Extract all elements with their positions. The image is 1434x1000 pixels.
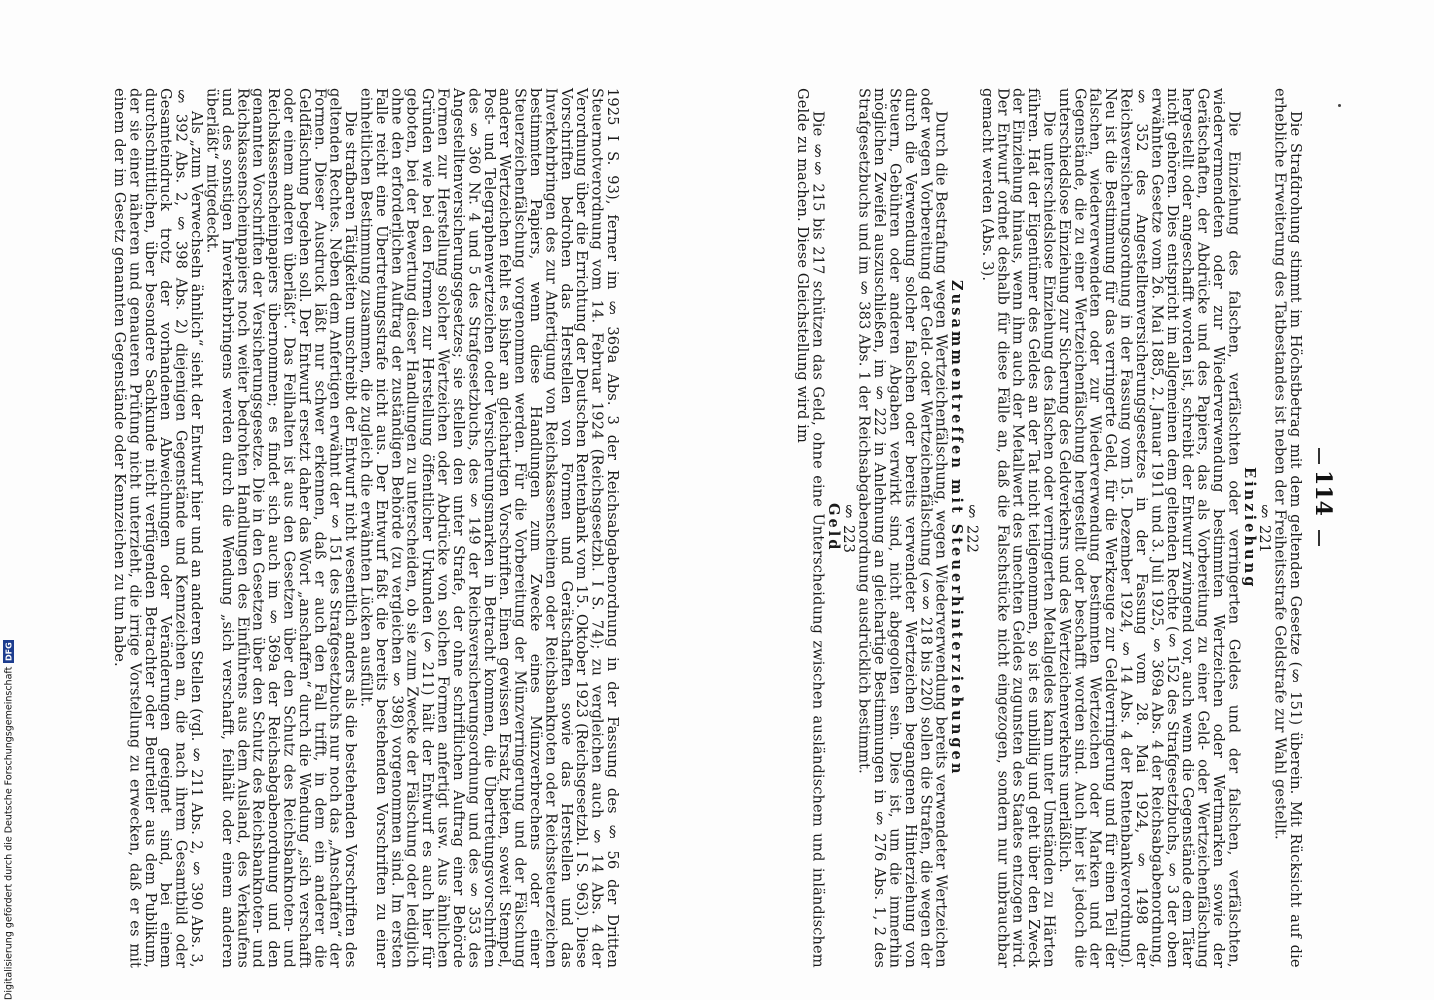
digitization-footer [2, 600, 16, 1000]
paragraph: Die §§ 215 bis 217 schützen das Geld, ohne eine Unterscheidung zwischen ausländischem und inländischem Gelde zu machen. Diese Gleichstellung wird im [794, 88, 827, 968]
section-number: § 221 [1256, 503, 1274, 553]
left-text-column [111, 88, 621, 968]
page-number-dash-bottom [1318, 530, 1320, 546]
section-heading: Geld [824, 503, 842, 553]
paragraph: Die Strafdrohung stimmt im Höchstbetrag mit dem geltenden Gesetze (§ 151) überein. Mit Rücksicht auf die erhebliche Erweiterung des Tatbestandes ist neben der Freiheitsstrafe Geldstrafe zur Wahl gestellt. [1271, 88, 1304, 968]
dfg-logo-icon: DFG [4, 642, 14, 661]
right-text-column [633, 88, 1303, 968]
section-heading: Zusammentreffen mit Steuerhinterziehungen [948, 279, 966, 777]
section-number: § 222 [963, 503, 981, 553]
section-number: § 223 [840, 503, 858, 553]
paragraph: Als „zum Verwechseln ähnlich“ sieht der Entwurf hier und an anderen Stellen (vgl. § 211 Abs. 2, § 390 Abs. 3, § 392 Abs. 2, § 398 Abs. 2) diejenigen Gegenstände und Kennzeichen an, die nach ihrem Gesamtbild oder Gesamteindruck trotz der vorhandenen Abweichungen oder Veränderungen geeignet sind, bei einem durchschnittlichen, über besondere Sachkunde nicht verfügenden Betrachter oder Beurteiler aus dem Publikum, der sie einer näheren und genaueren Prüfung nicht unterzieht, die irrige Vorstellung zu erwecken, daß er es mit einem der im Gesetz genannten Gegenstände oder Kennzeichen zu tun habe. [111, 88, 206, 968]
scan-speck [1338, 104, 1341, 107]
paragraph: Durch die Bestrafung wegen Wertzeichenfälschung, wegen Wiederverwendung bereits verwendeter Wertzeichen oder wegen Vorbereitung der Geld- oder Wertzeichenfälschung (§§ 218 bis 220) sollen die Strafen, die wegen der durch die Verwendung solcher falschen oder bereits verwendeter Wertzeichen begangenen Hinterziehung von Steuern, Gebühren oder anderen Abgaben verwirkt sind, nicht abgegolten sein. Dies ist, um die immerhin möglichen Zweifel auszuschließen, im § 222 in Anlehnung an gleichartige Bestimmungen in § 276 Abs. 1, 2 des Strafgesetzbuchs und im § 383 Abs. 1 der Reichsabgabenordnung ausdrücklich bestimmt. [855, 88, 950, 968]
section-heading: Einziehung [1240, 466, 1258, 590]
paragraph: 1925 I S. 93), ferner im § 369a Abs. 3 der Reichsabgabenordnung in der Fassung des § 56 der Dritten Steuernotverordnung vom 14. Februar 1924 (Reichsgesetzbl. I S. 74); zu vergleichen auch § 14 Abs. 4 der Verordnung über die Errichtung der Deutschen Rentenbank vom 15. Oktober 1923 (Reichsgesetzbl. I S. 963). Diese Vorschriften bedrohen das Herstellen von Formen und Gerätschaften sowie das Herstellen und das Inverkehrbringen des zur Anfertigung von Reichskassenscheinen oder Reichsbanknoten oder Reichssteuerzeichen bestimmten Papiers, wenn diese Handlungen zum Zwecke eines Münzverbrechens oder einer Steuerzeichenfälschung vorgenommen werden. Für die Vorbereitung der Münzverringerung und der Fälschung anderer Wertzeichen fehlt es bisher an gleichartigen Vorschriften. Einen gewissen Ersatz bieten, soweit Stempel, Post- und Telegraphenwertzeichen oder Versicherungsmarken in Betracht kommen, die Übertretungsvorschriften des § 360 Nr. 4 und 5 des Strafgesetzbuchs, des § 149 der Reichsversicherungsordnung und des § 353 des Angestelltenversicherungsgesetzes; sie stellen den unter Strafe, der ohne schriftlichen Auftrag einer Behörde Formen zur Herstellung solcher Wertzeichen oder Abdrücke von solchen Formen anfertigt usw. Aus ähnlichen Gründen wie bei den Formen zur Herstellung öffentlicher Urkunden (§ 211) hält der Entwurf es auch hier für geboten, bei der Bewertung dieser Handlungen zu unterscheiden, ob sie zum Zwecke der Fälschung oder lediglich ohne den erforderlichen Auftrag der zuständigen Behörde (zu vergleichen § 398) vorgenommen sind. Im ersten Falle reicht eine Übertretungsstrafe nicht aus. Der Entwurf faßt die bereits bestehenden Vorschriften zu einer einheitlichen Bestimmung zusammen, die zugleich die erwähnten Lücken ausfüllt. [357, 88, 621, 968]
paragraph: Die Einziehung des falschen, verfälschten oder verringerten Geldes und der falschen, verfälschten, wiedervermendeten oder zur Wiederverwendung bestimmten Wertzeichen oder Wertmarken sowie der Gerätschaften, der Abdrücke und des Papiers, das als Vorbereitung zu einer Geld- oder Wertzeichenfälschung hergestellt oder angeschafft worden ist, schreibt der Entwurf zwingend vor, auch wenn die Gegenstände dem Täter nicht gehören. Dies entspricht im allgemeinen dem geltenden Rechte (§ 152 des Strafgesetzbuchs, § 3 der oben erwähnten Gesetze vom 26. Mai 1885, 2. Januar 1911 und 3. Juli 1925, § 369a Abs. 4 der Reichsabgabenordnung, § 352 des Angestelltenversicherungsgesetzes in der Fassung vom 28. Mai 1924, § 1498 der Reichsversicherungsordnung in der Fassung vom 15. Dezember 1924, § 14 Abs. 4 der Rentenbankverordnung). Neu ist die Bestimmung für das verringerte Geld, für die Werkzeuge zur Geldverringerung und für einen Teil der falschen, wiederverwendeten oder zur Wiederverwendung bestimmten Wertzeichen oder Marken und der Gegenstände, die zu einer Wertzeichenfälschung hergestellt oder beschafft worden sind. Auch hier ist jedoch die unterschiedslose Einziehung zur Sicherung des Geldverkehrs und des Wertzeichenverkehrs unerläßlich. [1055, 88, 1243, 968]
page-number-dash-top [1318, 448, 1320, 464]
footer-text: Digitalisierung gefördert durch die Deutsche Forschungsgemeinschaft [3, 666, 15, 1000]
page-number: 114 [1310, 470, 1336, 516]
paragraph: Die unterschiedslose Einziehung des falschen oder verringerten Metallgeldes kann unter Umständen zu Härten führen. Hat der Eigentümer des Geldes an der Tat nicht teilgenommen, so ist es unbillig und geht über den Zweck der Einziehung hinaus, wenn ihm auch der Metallwert des unechten Geldes zugunsten des Staates entzogen wird. Der Entwurf ordnet deshalb für diese Fälle an, daß die Falschstücke nicht eingezogen, sondern nur unbrauchbar gemacht werden (Abs. 3). [978, 88, 1058, 968]
paragraph: Die strafbaren Tätigkeiten umschreibt der Entwurf nicht wesentlich anders als die bestehenden Vorschriften des geltenden Rechtes. Neben dem Anfertigen erwähnt der § 151 des Strafgesetzbuchs nur noch das „Anschaffen“ der Formen. Dieser Ausdruck läßt nur schwer erkennen, daß er auch den Fall trifft, in dem ein anderer die Geldfälschung begehen soll. Der Entwurf ersetzt daher das Wort „anschaffen“ durch die Wendung „sich verschafft oder einem anderen überläßt“. Das Feilhalten ist aus den Gesetzen über den Schutz des Reichsbanknoten- und Reichskassenscheinpapiers übernommen; es findet sich auch im § 369a der Reichsabgabenordnung und den genannten Vorschriften der Versicherungsgesetze. Die in den Gesetzen über den Schutz des Reichsbanknoten- und Reichskassenscheinpapiers noch weiter bedrohten Handlungen des Einführens aus dem Ausland, des Verkaufens und des sonstigen Inverkehrbringens werden durch die Wendung „sich verschafft, feilhält oder einem anderen überläßt“ mitgedeckt. [203, 88, 360, 968]
